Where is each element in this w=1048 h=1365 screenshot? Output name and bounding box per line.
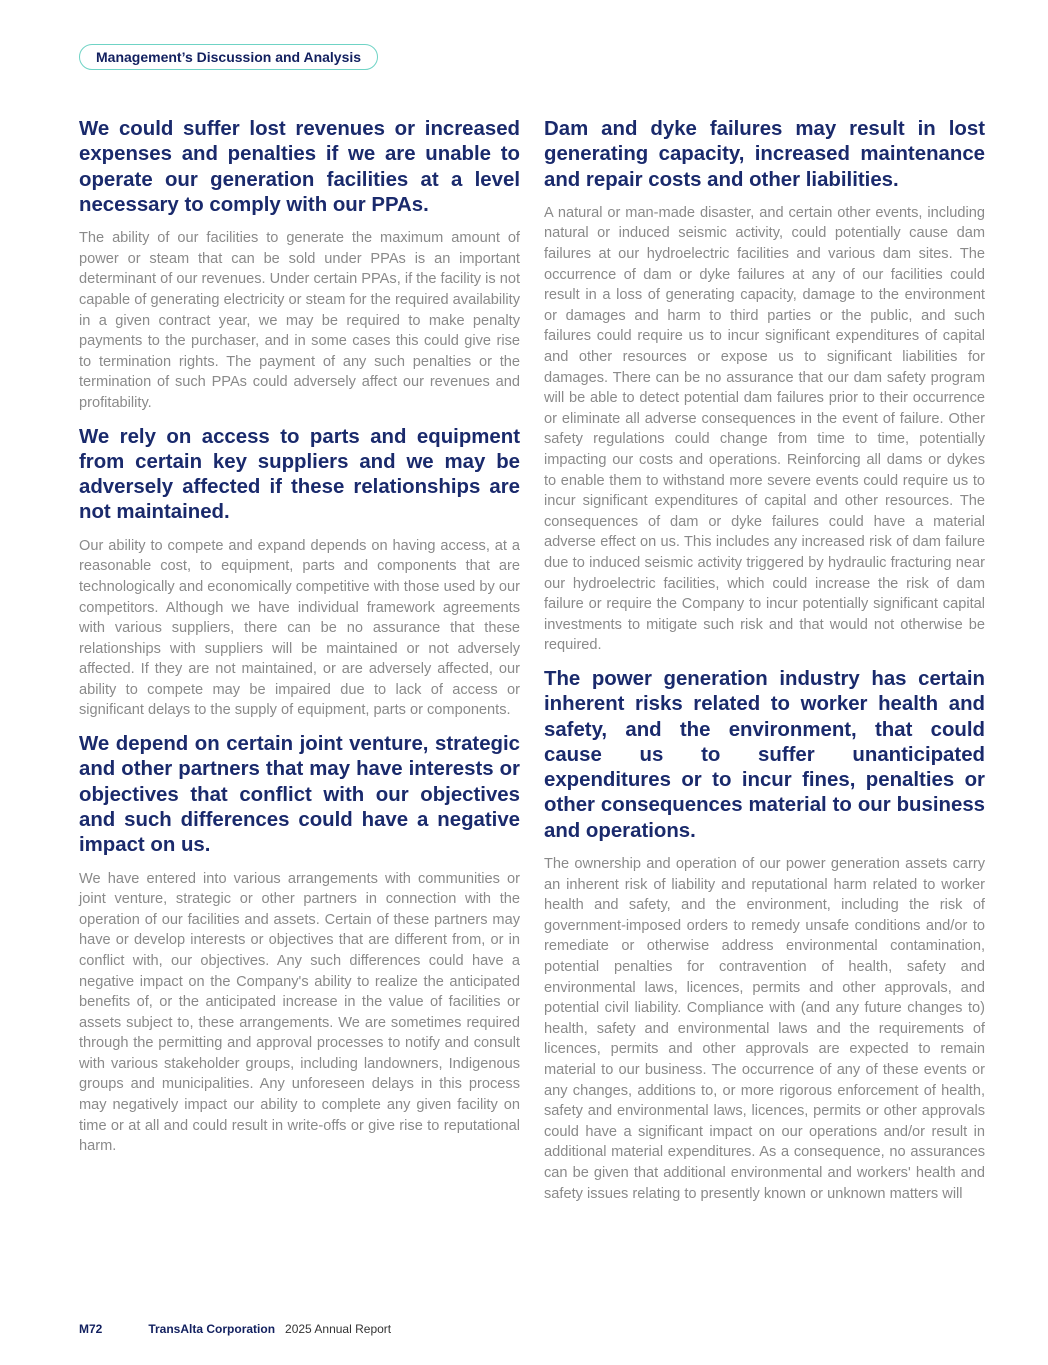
risk-heading: We depend on certain joint venture, strategic and other partners that may have interests or objectives that conflict with our objectives and such differences could have a negative impact on us. bbox=[79, 733, 520, 857]
risk-heading: We could suffer lost revenues or increased expenses and penalties if we are unable to operate our generation facilities at a level necessary to comply with our PPAs. bbox=[79, 118, 520, 216]
right-column bbox=[544, 117, 985, 1215]
section-tag: Management’s Discussion and Analysis bbox=[79, 44, 378, 70]
left-column bbox=[79, 117, 520, 1168]
risk-body: The ability of our facilities to generate the maximum amount of power or steam that can be sold under PPAs is an important determinant of our revenues. Under certain PPAs, if the facility is not capable of generating electricity or steam for the required availability in a given contract year, we may be required to make penalty payments to the purchaser, and in some cases this could give rise to termination rights. The payment of any such penalties or the termination of such PPAs could adversely affect our revenues and profitability. bbox=[79, 230, 520, 411]
risk-body: A natural or man-made disaster, and certain other events, including natural or induced seismic activity, could potentially cause dam failures at our hydroelectric facilities and various dam sites. The occurrence of dam or dyke failures at any of our facilities could result in a loss of generating capacity, damage to the environment or damages and harm to third parties or the public, and such failures could require us to incur significant expenditures of capital and other resources or expose us to significant liabilities for damages. There can be no assurance that our dam safety program will be able to detect potential dam failures prior to their occurrence or eliminate all adverse consequences in the event of failure. Other safety regulations could change from time to time, potentially impacting our costs and operations. Reinforcing all dams or dykes to enable them to withstand more severe events could require us to incur significant expenditures of capital and other resources. The consequences of dam or dyke failures could have a material adverse effect on us. This includes any increased risk of dam failure due to induced seismic activity triggered by hydraulic fracturing near our hydroelectric facilities, which could increase the risk of dam failure or require the Company to incur potentially significant capital investments to mitigate such risk and that would not otherwise be required. bbox=[544, 204, 985, 654]
risk-heading: Dam and dyke failures may result in lost generating capacity, increased maintenance and repair costs and other liabilities. bbox=[544, 118, 985, 191]
risk-heading: The power generation industry has certain inherent risks related to worker health and safety, and the environment, that could cause us to suffer unanticipated expenditures or to incur fines, penalties or other consequences material to our business and operations. bbox=[544, 667, 985, 842]
risk-body: Our ability to compete and expand depends on having access, at a reasonable cost, to equipment, parts and components that are technologically and economically competitive with those used by our competitors. Although we have individual framework agreements with various suppliers, there can be no assurance that these relationships with suppliers will be maintained or not adversely affected. If they are not maintained, or are adversely affected, our ability to compete may be impaired due to lack of access or significant delays to the supply of equipment, parts or components. bbox=[79, 537, 520, 719]
page-footer bbox=[79, 1322, 391, 1336]
risk-heading: We rely on access to parts and equipment from certain key suppliers and we may be adversely affected if these relationships are not maintained. bbox=[79, 425, 520, 524]
risk-body: We have entered into various arrangements with communities or joint venture, strategic or other partners in connection with the operation of our facilities and assets. Certain of these partners may have or develop interests or objectives that are different from, or in conflict with, our objectives. Any such differences could have a negative impact on the Company's ability to realize the anticipated benefits of, or the anticipated increase in the value of facilities or assets subject to, these arrangements. We are sometimes required through the permitting and approval processes to notify and consult with various stakeholder groups, including landowners, Indigenous groups and municipalities. Any unforeseen delays in this process may negatively impact our ability to complete any given facility on time or at all and could result in write-offs or give rise to reputational harm. bbox=[79, 870, 520, 1155]
page-number: M72 bbox=[79, 1322, 103, 1336]
company-name: TransAlta Corporation bbox=[148, 1322, 276, 1336]
report-title: 2025 Annual Report bbox=[285, 1322, 392, 1336]
risk-body: The ownership and operation of our power generation assets carry an inherent risk of liability and reputational harm related to worker health and safety, and the environment, including the risk of government-imposed orders to remedy unsafe conditions and/or to remediate or otherwise address environmental contamination, potential penalties for contravention of health, safety and environmental laws, licences, permits and other approvals, and potential civil liability. Compliance with (and any future changes to) health, safety and environmental laws and the requirements of licences, permits and other approvals are expected to remain material to our business. The occurrence of any of these events or any changes, additions to, or more rigorous enforcement of health, safety and environmental laws, licences, permits or other approvals could have a significant impact on our operations and/or result in additional material expenditures. As a consequence, no assurances can be given that additional environmental and workers' health and safety issues relating to presently known or unknown matters will bbox=[544, 856, 985, 1202]
